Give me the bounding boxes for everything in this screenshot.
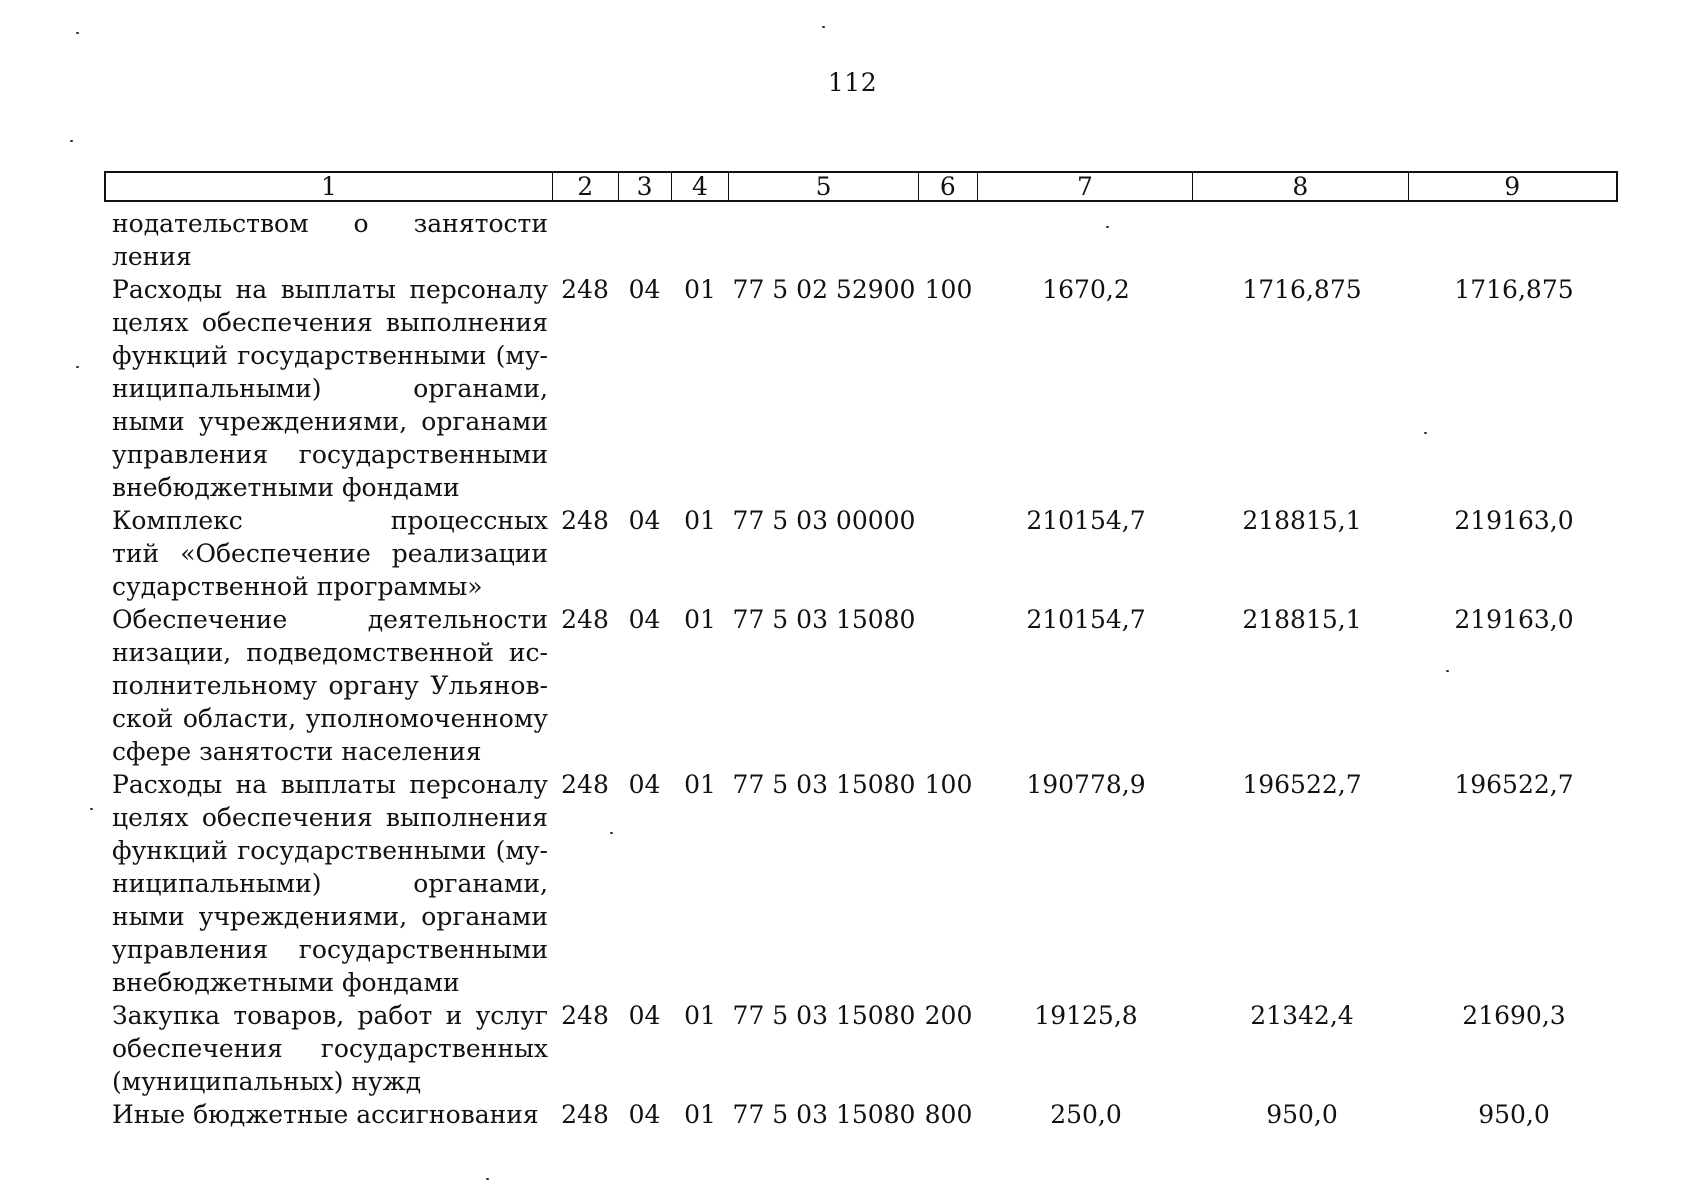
row-description — [104, 999, 552, 1098]
description-line: целях обеспечения выполнения — [112, 803, 548, 832]
cell-amount-col9: 21690,3 — [1462, 1001, 1566, 1030]
cell-subchapter-code: 01 — [684, 275, 716, 304]
cell-amount-col9: 196522,7 — [1454, 770, 1574, 799]
description-line: обеспечения государственных — [112, 1034, 548, 1063]
header-col-4: 4 — [672, 173, 730, 200]
cell-expense-type: 800 — [924, 1100, 973, 1129]
header-col-3: 3 — [619, 173, 672, 200]
description-line: полнительному органу Ульянов- — [112, 671, 548, 700]
cell-amount-col8: 218815,1 — [1242, 506, 1362, 535]
row-description — [104, 273, 552, 504]
cell-chapter-code: 04 — [628, 1100, 661, 1129]
cell-section-code: 248 — [561, 770, 609, 799]
scan-speck — [1106, 226, 1109, 228]
cell-target-article: 77 5 02 52900 — [732, 275, 916, 304]
description-line: сфере занятости населения — [112, 737, 482, 766]
scan-speck — [822, 26, 825, 28]
cell-subchapter-code: 01 — [684, 506, 716, 535]
description-line: Обеспечение деятельности — [112, 605, 548, 634]
cell-chapter-code: 04 — [628, 1001, 661, 1030]
description-line: Комплекс процессных — [112, 506, 548, 535]
table-row — [104, 273, 1618, 504]
table-row — [104, 603, 1618, 768]
cell-amount-col7: 210154,7 — [1026, 506, 1146, 535]
cell-section-code: 248 — [561, 506, 609, 535]
cell-target-article: 77 5 03 00000 — [732, 506, 916, 535]
description-line: (муниципальных) нужд — [112, 1067, 422, 1096]
scan-speck — [610, 832, 613, 834]
cell-subchapter-code: 01 — [684, 1100, 716, 1129]
cell-amount-col8: 1716,875 — [1242, 275, 1362, 304]
cell-amount-col8: 218815,1 — [1242, 605, 1362, 634]
cell-chapter-code: 04 — [628, 506, 661, 535]
cell-chapter-code: 04 — [628, 275, 661, 304]
cell-subchapter-code: 01 — [684, 770, 716, 799]
header-col-7: 7 — [978, 173, 1193, 200]
row-description — [104, 768, 552, 999]
cell-subchapter-code: 01 — [684, 1001, 716, 1030]
description-line: функций государственными (му- — [112, 836, 548, 865]
cell-amount-col7: 190778,9 — [1026, 770, 1146, 799]
table-header — [104, 171, 1618, 202]
cell-subchapter-code: 01 — [684, 605, 716, 634]
cell-expense-type: 100 — [924, 275, 973, 304]
table-row — [104, 504, 1618, 603]
description-line: сударственной программы» — [112, 572, 483, 601]
header-col-2: 2 — [553, 173, 619, 200]
header-col-9: 9 — [1504, 172, 1521, 201]
cell-amount-col7: 19125,8 — [1034, 1001, 1138, 1030]
cell-section-code: 248 — [561, 1001, 609, 1030]
cell-section-code: 248 — [561, 275, 609, 304]
cell-target-article: 77 5 03 15080 — [732, 1100, 916, 1129]
description-line: Иные бюджетные ассигнования — [112, 1100, 539, 1129]
description-line: внебюджетными фондами — [112, 473, 460, 502]
scan-speck — [1446, 670, 1449, 672]
description-line: нодательством о занятости — [112, 209, 548, 238]
description-line: ниципальными) органами, — [112, 374, 548, 403]
cell-target-article: 77 5 03 15080 — [732, 770, 916, 799]
description-line: управления государственными — [112, 440, 548, 469]
cell-amount-col9: 219163,0 — [1454, 605, 1574, 634]
cell-target-article: 77 5 03 15080 — [732, 605, 916, 634]
cell-expense-type: 100 — [924, 770, 973, 799]
description-line: функций государственными (му- — [112, 341, 548, 370]
scan-speck — [486, 1178, 489, 1180]
description-line: ления — [112, 242, 192, 271]
cell-amount-col8: 950,0 — [1266, 1100, 1338, 1129]
scan-speck — [1424, 432, 1427, 434]
description-line: целях обеспечения выполнения — [112, 308, 548, 337]
scan-speck — [76, 366, 79, 368]
cell-amount-col7: 210154,7 — [1026, 605, 1146, 634]
cell-chapter-code: 04 — [628, 605, 661, 634]
scan-speck — [76, 32, 79, 34]
cell-amount-col7: 250,0 — [1050, 1100, 1122, 1129]
cell-expense-type: 200 — [924, 1001, 973, 1030]
header-col-1: 1 — [106, 173, 553, 200]
cell-section-code: 248 — [561, 1100, 609, 1129]
header-col-5: 5 — [729, 173, 919, 200]
description-line: низации, подведомственной ис- — [112, 638, 548, 667]
page-number: 112 — [827, 68, 878, 97]
header-col-6: 6 — [919, 173, 978, 200]
cell-amount-col7: 1670,2 — [1042, 275, 1130, 304]
description-line: внебюджетными фондами — [112, 968, 460, 997]
row-description — [104, 603, 552, 768]
table-row — [104, 768, 1618, 999]
table-row — [104, 207, 1618, 273]
scan-speck — [90, 808, 93, 810]
cell-amount-col9: 219163,0 — [1454, 506, 1574, 535]
row-description — [104, 1098, 552, 1131]
cell-section-code: 248 — [561, 605, 609, 634]
row-description — [104, 207, 552, 273]
description-line: ными учреждениями, органами — [112, 902, 548, 931]
description-line: Расходы на выплаты персоналу — [112, 770, 548, 799]
description-line: ской области, уполномоченному — [112, 704, 548, 733]
row-description — [104, 504, 552, 603]
description-line: тий «Обеспечение реализации — [112, 539, 548, 568]
description-line: ниципальными) органами, — [112, 869, 548, 898]
header-col-8: 8 — [1193, 173, 1408, 200]
cell-chapter-code: 04 — [628, 770, 661, 799]
cell-amount-col9: 950,0 — [1478, 1100, 1550, 1129]
cell-amount-col8: 21342,4 — [1250, 1001, 1354, 1030]
cell-amount-col8: 196522,7 — [1242, 770, 1362, 799]
table-body — [104, 207, 1618, 1131]
scan-speck — [70, 140, 73, 142]
description-line: ными учреждениями, органами — [112, 407, 548, 436]
table-row — [104, 999, 1618, 1098]
cell-target-article: 77 5 03 15080 — [732, 1001, 916, 1030]
description-line: Расходы на выплаты персоналу — [112, 275, 548, 304]
table-row — [104, 1098, 1618, 1131]
cell-amount-col9: 1716,875 — [1454, 275, 1574, 304]
description-line: управления государственными — [112, 935, 548, 964]
description-line: Закупка товаров, работ и услуг — [112, 1001, 548, 1030]
